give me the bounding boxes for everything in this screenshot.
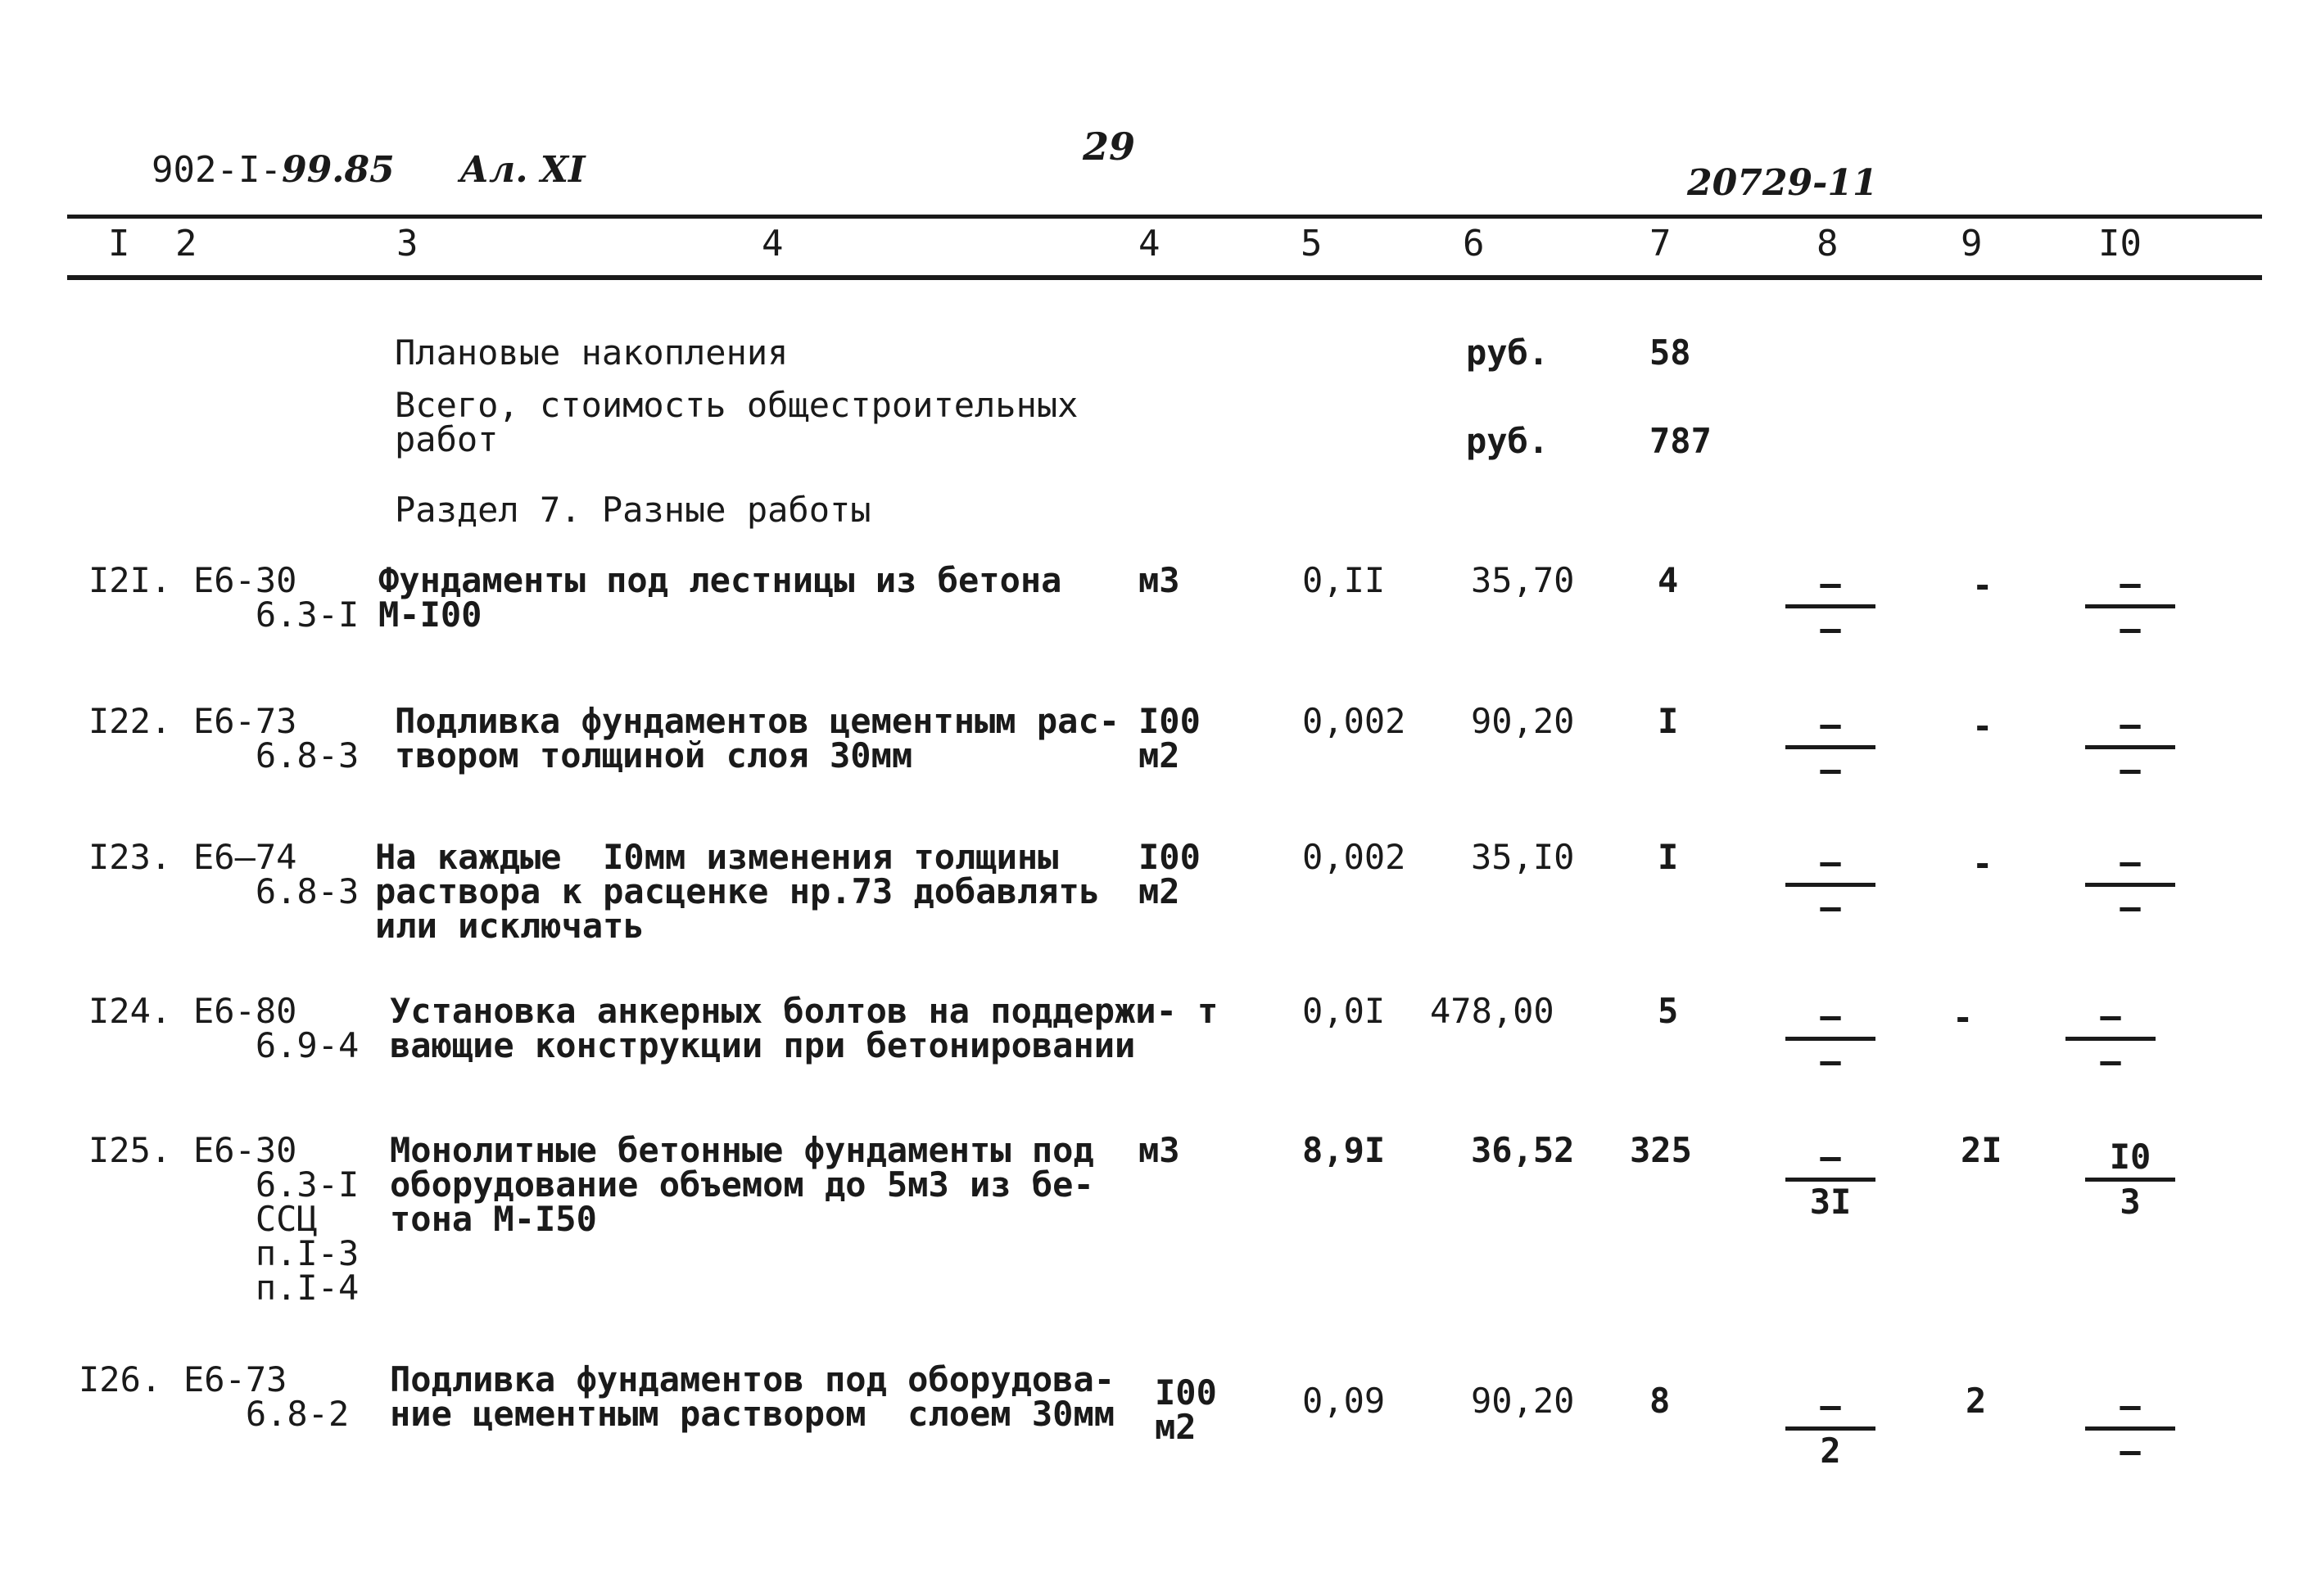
- row-number: I25.: [88, 1130, 172, 1170]
- fraction-bottom: –: [2120, 749, 2141, 789]
- row-code: Е6-30 6.3-I: [193, 560, 360, 635]
- row-col10-fraction: [2085, 843, 2175, 926]
- fraction-bottom: –: [1820, 749, 1841, 789]
- row-description: Подливка фундаментов цементным рас- твором толщиной слоя 30мм: [395, 701, 1120, 775]
- section-title: Раздел 7. Разные работы: [395, 490, 871, 530]
- document-code-typed: 902-I-: [152, 149, 282, 191]
- row-col8-fraction: [1785, 997, 1875, 1080]
- col-header-2: 2: [175, 223, 197, 264]
- fraction-bottom: –: [1820, 608, 1841, 649]
- row-total: I: [1658, 701, 1679, 741]
- fraction-bottom: –: [2100, 1041, 2121, 1081]
- col-header-10: I0: [2098, 223, 2142, 264]
- row-price: 36,52: [1471, 1130, 1575, 1170]
- col-header-5: 5: [1301, 223, 1323, 264]
- fraction-bottom: 3I: [1809, 1182, 1852, 1222]
- row-total: 5: [1658, 991, 1679, 1031]
- fraction-top: –: [2120, 842, 2141, 882]
- row-description: Фундаменты под лестницы из бетона М-I00: [378, 560, 1062, 635]
- row-col10-fraction: [2065, 997, 2156, 1080]
- fraction-top: –: [2120, 704, 2141, 744]
- row-number: I22.: [88, 701, 172, 741]
- row-price: 90,20: [1471, 701, 1575, 741]
- doc-number: 20729-11: [1687, 162, 1878, 204]
- row-total: 8: [1649, 1381, 1671, 1421]
- row-unit: I00 м2: [1155, 1372, 1217, 1447]
- fraction-top: –: [2100, 996, 2121, 1036]
- row-unit: м3: [1138, 560, 1180, 600]
- row-col9: -: [1972, 706, 1993, 746]
- row-total: 4: [1658, 560, 1679, 600]
- row-quantity: 0,09: [1302, 1381, 1386, 1421]
- page-number: 29: [1083, 124, 1136, 169]
- row-price: 478,00: [1430, 991, 1554, 1031]
- row-col9: -: [1952, 997, 1974, 1038]
- summary-value-planned: 58: [1649, 332, 1691, 373]
- row-description: Установка анкерных болтов на поддержи- вающие конструкции при бетонировании: [390, 991, 1177, 1065]
- table-top-rule: [67, 215, 2262, 219]
- col-header-8: 8: [1817, 223, 1839, 264]
- summary-label-total: Всего, стоимость общестроительных работ: [395, 385, 1079, 459]
- row-col8-fraction: [1785, 1138, 1875, 1221]
- row-total: 325: [1630, 1130, 1692, 1170]
- document-code-handwritten: 99.85: [281, 149, 395, 191]
- col-header-1: I: [108, 223, 130, 264]
- table-header-rule: [67, 275, 2262, 280]
- fraction-bottom: –: [1820, 1041, 1841, 1081]
- fraction-top: –: [2120, 563, 2141, 604]
- summary-unit-planned: руб.: [1466, 332, 1550, 373]
- col-header-4a: 4: [762, 223, 784, 264]
- row-quantity: 0,0I: [1302, 991, 1386, 1031]
- row-col9: 2I: [1961, 1130, 2002, 1170]
- row-description: На каждые I0мм изменения толщины раствора к расценке нр.73 добавлять или исключать: [375, 837, 1101, 946]
- fraction-top: –: [1820, 842, 1841, 882]
- col-header-7: 7: [1649, 223, 1672, 264]
- row-code: Е6-30 6.3-I ССЦ п.I-3 п.I-4: [193, 1130, 360, 1308]
- row-col10-fraction: [2085, 706, 2175, 789]
- row-col9: -: [1972, 565, 1993, 605]
- row-code: Е6-73 6.8-3: [193, 701, 360, 775]
- row-unit: I00 м2: [1138, 837, 1201, 911]
- fraction-top: I0: [2109, 1137, 2151, 1177]
- row-col8-fraction: [1785, 565, 1875, 648]
- document-code: [152, 149, 586, 191]
- fraction-bottom: –: [1820, 887, 1841, 927]
- row-total: I: [1658, 837, 1679, 877]
- fraction-top: –: [1820, 1386, 1841, 1426]
- fraction-top: –: [1820, 1137, 1841, 1177]
- fraction-bottom: –: [2120, 1431, 2141, 1471]
- row-description: Монолитные бетонные фундаменты под оборудование объемом до 5м3 из бе- тона М-I50: [390, 1130, 1094, 1239]
- row-col8-fraction: [1785, 1387, 1875, 1470]
- fraction-bottom: 2: [1820, 1431, 1841, 1471]
- row-unit: I00 м2: [1138, 701, 1201, 775]
- row-col10-fraction: [2085, 1138, 2175, 1221]
- fraction-top: –: [2120, 1386, 2141, 1426]
- fraction-top: –: [1820, 704, 1841, 744]
- row-price: 90,20: [1471, 1381, 1575, 1421]
- row-col10-fraction: [2085, 1387, 2175, 1470]
- fraction-top: –: [1820, 563, 1841, 604]
- row-description: Подливка фундаментов под оборудова- ние цементным раствором слоем 30мм: [390, 1359, 1115, 1434]
- col-header-9: 9: [1961, 223, 1983, 264]
- row-quantity: 8,9I: [1302, 1130, 1386, 1170]
- row-number: I23.: [88, 837, 172, 877]
- row-col8-fraction: [1785, 843, 1875, 926]
- col-header-4b: 4: [1138, 223, 1160, 264]
- row-number: I26.: [79, 1359, 162, 1399]
- row-unit: м3: [1138, 1130, 1180, 1170]
- row-col10-fraction: [2085, 565, 2175, 648]
- fraction-bottom: –: [2120, 887, 2141, 927]
- row-code: Е6-80 6.9-4: [193, 991, 360, 1065]
- summary-unit-total: руб.: [1466, 421, 1550, 461]
- col-header-3: 3: [396, 223, 419, 264]
- album-number: Ал. XI: [459, 149, 586, 191]
- col-header-6: 6: [1463, 223, 1485, 264]
- row-price: 35,70: [1471, 560, 1575, 600]
- row-code: Е6-73 6.8-2: [183, 1359, 350, 1434]
- row-price: 35,I0: [1471, 837, 1575, 877]
- row-code: Е6—74 6.8-3: [193, 837, 360, 911]
- row-number: I24.: [88, 991, 172, 1031]
- fraction-bottom: –: [2120, 608, 2141, 649]
- row-quantity: 0,002: [1302, 837, 1406, 877]
- row-number: I2I.: [88, 560, 172, 600]
- row-col8-fraction: [1785, 706, 1875, 789]
- row-col9: 2: [1966, 1381, 1987, 1421]
- row-quantity: 0,002: [1302, 701, 1406, 741]
- summary-value-total: 787: [1649, 421, 1712, 461]
- row-col9: -: [1972, 843, 1993, 884]
- fraction-top: –: [1820, 996, 1841, 1036]
- row-unit: т: [1197, 991, 1219, 1031]
- row-quantity: 0,II: [1302, 560, 1386, 600]
- fraction-bottom: 3: [2120, 1182, 2141, 1222]
- summary-label-planned: Плановые накопления: [395, 332, 789, 373]
